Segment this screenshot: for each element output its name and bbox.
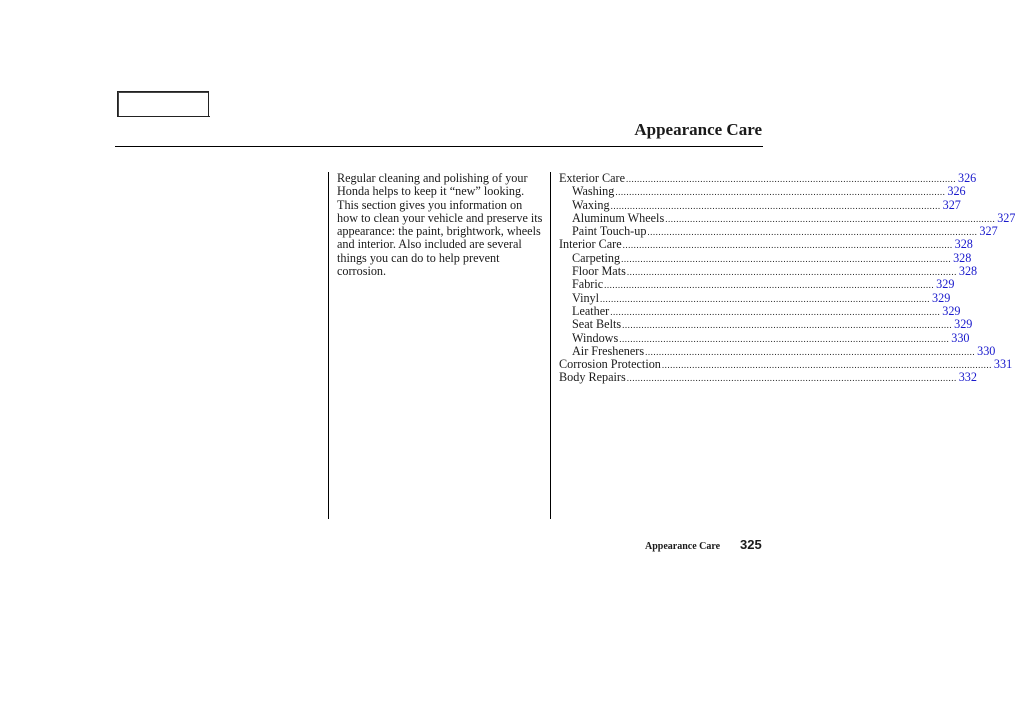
- toc-item[interactable]: [559, 197, 961, 212]
- toc-item-label: Paint Touch-up: [572, 224, 647, 239]
- toc-page-link[interactable]: 329: [942, 303, 961, 318]
- toc-item-label: Body Repairs: [559, 370, 626, 385]
- toc-item-label: Seat Belts: [572, 317, 622, 332]
- toc-leader-dots: ........................................................................................................................: [615, 187, 946, 198]
- toc-leader-dots: ........................................................................................................................: [647, 227, 978, 238]
- column-divider-left: [328, 172, 329, 519]
- toc-leader-dots: ........................................................................................................................: [622, 240, 953, 251]
- toc-page-link[interactable]: 327: [979, 224, 998, 239]
- toc-leader-dots: ........................................................................................................................: [622, 320, 953, 331]
- toc-item-label: Carpeting: [572, 250, 621, 265]
- toc-item[interactable]: [559, 237, 973, 252]
- footer-section-label: Appearance Care: [645, 541, 721, 552]
- toc-item-label: Corrosion Protection: [559, 357, 661, 372]
- title-divider: [115, 146, 763, 147]
- toc-item[interactable]: [559, 277, 955, 292]
- toc-item-label: Interior Care: [559, 237, 622, 252]
- main-menu-button[interactable]: [117, 91, 209, 117]
- toc-page-link[interactable]: 328: [954, 237, 973, 252]
- toc-item[interactable]: [559, 343, 996, 358]
- toc-item-label: Floor Mats: [572, 264, 626, 279]
- toc-leader-dots: ........................................................................................................................: [621, 253, 952, 264]
- toc-page-link[interactable]: 330: [951, 330, 970, 345]
- toc-leader-dots: ........................................................................................................................: [619, 333, 950, 344]
- toc-item[interactable]: [559, 171, 977, 185]
- toc-page-link[interactable]: 332: [958, 370, 977, 385]
- toc-page-link[interactable]: 329: [932, 290, 951, 305]
- toc-item-label: Vinyl: [572, 290, 600, 305]
- toc-item[interactable]: [559, 210, 1015, 225]
- toc-item[interactable]: [559, 303, 961, 318]
- table-of-contents: [559, 171, 1015, 385]
- toc-leader-dots: ........................................................................................................................: [626, 373, 957, 384]
- toc-leader-dots: ........................................................................................................................: [600, 293, 931, 304]
- toc-leader-dots: ........................................................................................................................: [665, 213, 996, 224]
- toc-page-link[interactable]: 327: [997, 210, 1015, 225]
- toc-page-link[interactable]: 331: [993, 357, 1013, 372]
- toc-item[interactable]: [559, 317, 973, 332]
- toc-page-link[interactable]: 328: [958, 264, 978, 279]
- toc-item-label: Waxing: [572, 197, 610, 212]
- page-title: Appearance Care: [634, 120, 762, 139]
- toc-item[interactable]: [559, 370, 977, 385]
- toc-leader-dots: ........................................................................................................................: [625, 174, 956, 184]
- toc-item-label: Leather: [572, 303, 610, 318]
- toc-leader-dots: ........................................................................................................................: [661, 360, 992, 371]
- toc-page-link[interactable]: 330: [977, 343, 996, 358]
- toc-item[interactable]: [559, 224, 998, 239]
- toc-item-label: Windows: [572, 330, 619, 345]
- column-divider-right: [550, 172, 551, 519]
- toc-item[interactable]: [559, 184, 966, 199]
- toc-page-link[interactable]: 326: [957, 171, 977, 185]
- toc-item-label: Fabric: [572, 277, 604, 292]
- toc-item[interactable]: [559, 357, 1013, 372]
- toc-item[interactable]: [559, 250, 972, 265]
- toc-page-link[interactable]: 329: [936, 277, 955, 292]
- toc-leader-dots: ........................................................................................................................: [645, 346, 976, 357]
- toc-item-label: Exterior Care: [559, 171, 625, 185]
- toc-page-link[interactable]: 329: [954, 317, 973, 332]
- toc-item-label: Air Fresheners: [572, 343, 645, 358]
- toc-page-link[interactable]: 326: [947, 184, 966, 199]
- toc-leader-dots: ........................................................................................................................: [610, 306, 941, 317]
- toc-page-link[interactable]: 327: [942, 197, 961, 212]
- toc-item[interactable]: [559, 330, 970, 345]
- toc-leader-dots: ........................................................................................................................: [604, 280, 935, 291]
- toc-item-label: Aluminum Wheels: [572, 210, 665, 225]
- intro-paragraph: Regular cleaning and polishing of your Honda helps to keep it “new” looking. This section gives you information on how to clean your vehicle and preserve its appearance: the paint, brightwork, wheels and interior. Also included are several things you can do to help prevent corrosion.: [337, 171, 543, 279]
- toc-page-link[interactable]: 328: [953, 250, 972, 265]
- footer-page-number: 325: [740, 537, 762, 552]
- toc-leader-dots: ........................................................................................................................: [626, 267, 957, 278]
- toc-leader-dots: ........................................................................................................................: [610, 200, 941, 211]
- toc-item[interactable]: [559, 290, 951, 305]
- toc-item-label: Washing: [572, 184, 615, 199]
- toc-item[interactable]: [559, 264, 978, 279]
